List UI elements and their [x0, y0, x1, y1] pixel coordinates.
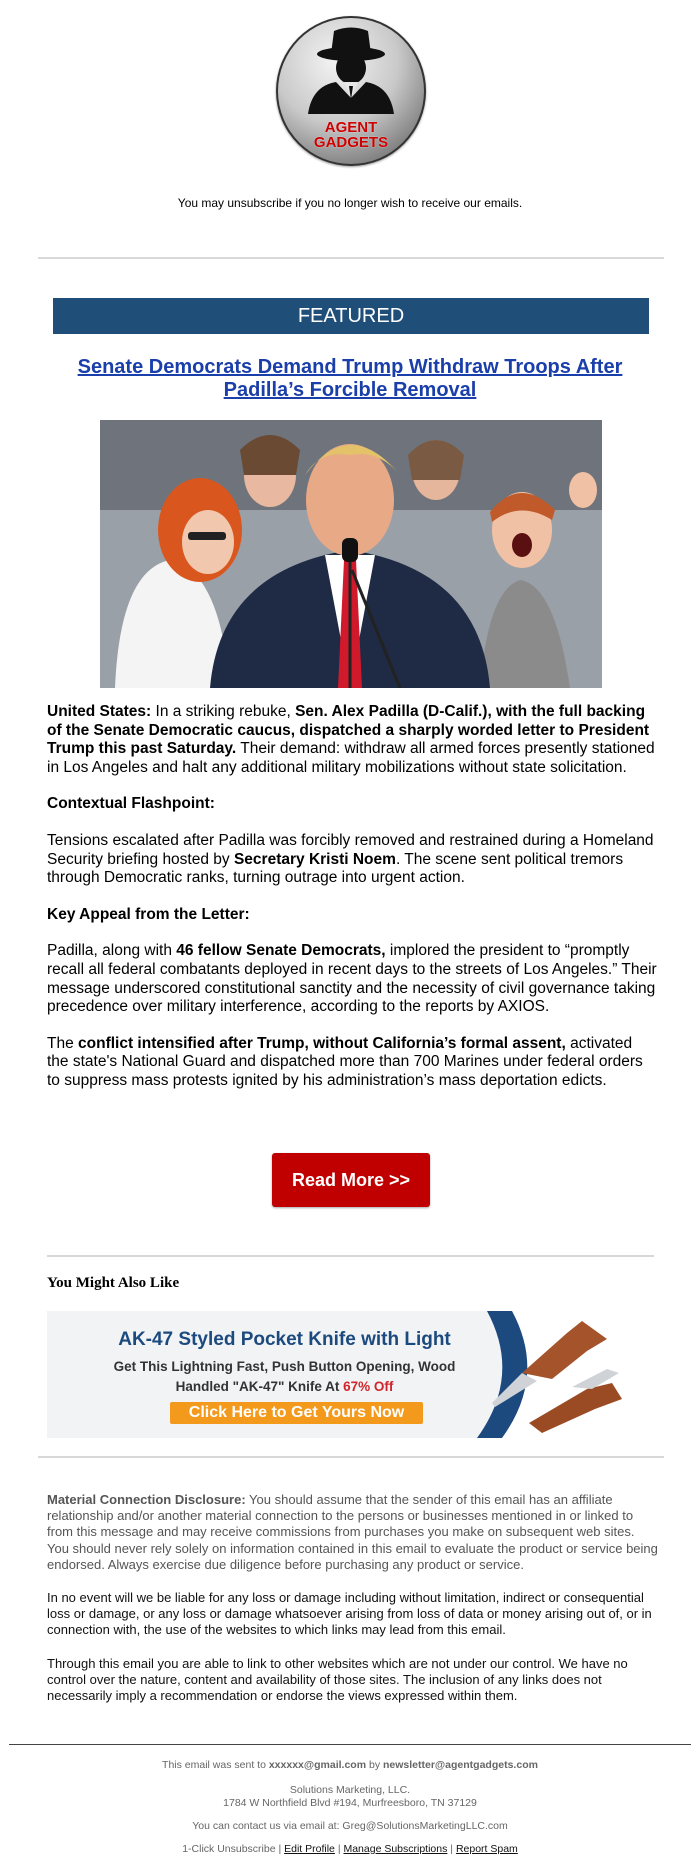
ad-discount: 67% Off — [343, 1379, 394, 1394]
disclosure-paragraph-3: Through this email you are able to link to other websites which are not under our control. We have no control over the nature, content and availability of those sites. The inclusion of any links does not necessarily imply a recommendation or endorse the views expressed within them. — [47, 1655, 628, 1704]
hero-image[interactable] — [100, 420, 602, 688]
ad-banner-knife[interactable] — [47, 1311, 639, 1438]
logo-text-gadgets: GADGETS — [313, 134, 389, 151]
ad-line-1: Get This Lightning Fast, Push Button Opening, Wood — [113, 1359, 456, 1374]
divider-middle — [47, 1255, 654, 1257]
footer-contact: You can contact us via email at: Greg@SolutionsMarketingLLC.com — [192, 1820, 508, 1832]
disclosure-paragraph-1: Material Connection Disclosure: You should assume that the sender of this email has an affiliate relationship and/or another material connection to the persons or businesses mentioned in or linked to from this message and may receive commissions from purchases you make on subsequent web sites. You should never rely solely on information contained in this email to evaluate the product or service being endorsed. Always exercise due diligence before purchasing any product or service. — [47, 1492, 658, 1572]
unsubscribe-notice: You may unsubscribe if you no longer wish to receive our emails. — [177, 196, 523, 210]
article-heading-appeal: Key Appeal from the Letter: — [47, 905, 250, 923]
divider-bottom — [38, 1456, 664, 1458]
press-photo-illustration — [100, 420, 602, 688]
footer-links: 1-Click Unsubscribe | Edit Profile | Manage Subscriptions | Report Spam — [182, 1843, 518, 1855]
ad-line-2: Handled "AK-47" Knife At 67% Off — [175, 1379, 394, 1394]
featured-banner: FEATURED — [53, 298, 649, 334]
agent-gadgets-logo[interactable] — [276, 16, 426, 166]
article-paragraph-2: Tensions escalated after Padilla was forcibly removed and restrained during a Homeland Security briefing hosted by Secretary Kristi Noem. The scene sent political tremors through Democratic ranks, turning outrage into urgent action. — [47, 831, 654, 887]
disclosure-section — [47, 1492, 659, 1721]
read-more-button[interactable]: Read More >> — [272, 1153, 430, 1207]
you-might-also-like-heading: You Might Also Like — [47, 1275, 180, 1291]
article-paragraph-3: Padilla, along with 46 fellow Senate Democrats, implored the president to “promptly recall all federal combatants deployed in recent days to the streets of Los Angeles.” Their message underscored constitutional sanctity and the necessity of civil governance taking precedence over military interference, according to the reports by AXIOS. — [47, 942, 657, 1016]
edit-profile-link[interactable]: Edit Profile — [284, 1843, 335, 1855]
footer-divider — [9, 1744, 691, 1745]
article-paragraph-4: The conflict intensified after Trump, without California’s formal assent, activated the state's National Guard and dispatched more than 700 Marines under federal orders to suppress mass protests ignited by his administration’s mass deportation edicts. — [47, 1034, 643, 1089]
footer-company: Solutions Marketing, LLC. — [289, 1784, 411, 1796]
recipient-email: xxxxxx@gmail.com — [268, 1759, 367, 1771]
article-body — [47, 703, 657, 1109]
article-lead-label: United States: — [47, 703, 152, 720]
ad-cta-button[interactable]: Click Here to Get Yours Now — [188, 1404, 405, 1421]
headline-link[interactable]: Senate Democrats Demand Trump Withdraw Troops After Padilla’s Forcible Removal — [77, 356, 623, 401]
article-heading-context: Contextual Flashpoint: — [47, 795, 215, 813]
divider-top — [38, 257, 664, 259]
footer-sent-line: This email was sent to xxxxxx@gmail.com by newsletter@agentgadgets.com — [162, 1759, 538, 1771]
disclosure-label: Material Connection Disclosure: — [47, 1492, 246, 1507]
footer-address: 1784 W Northfield Blvd #194, Murfreesboro, TN 37129 — [223, 1797, 477, 1809]
one-click-unsubscribe[interactable]: 1-Click Unsubscribe — [182, 1843, 276, 1855]
logo-text-agent: AGENT — [324, 119, 378, 136]
manage-subscriptions-link[interactable]: Manage Subscriptions — [343, 1843, 448, 1855]
ad-title: AK-47 Styled Pocket Knife with Light — [118, 1329, 451, 1350]
article-paragraph-1: United States: In a striking rebuke, Sen. Alex Padilla (D-Calif.), with the full backing of the Senate Democratic caucus, dispatched a sharply worded letter to President Trump this past Saturday. Their demand: withdraw all armed forces presently stationed in Los Angeles and halt any additional military mobilizations without state solicitation. — [47, 703, 655, 776]
disclosure-paragraph-2: In no event will we be liable for any loss or damage including without limitation, indirect or consequential loss or damage, or any loss or damage whatsoever arising from loss of data or money arising out of, or in connection with, the use of the websites to which links may lead from this email. — [47, 1590, 652, 1638]
sender-email: newsletter@agentgadgets.com — [383, 1759, 538, 1771]
report-spam-link[interactable]: Report Spam — [455, 1843, 518, 1855]
